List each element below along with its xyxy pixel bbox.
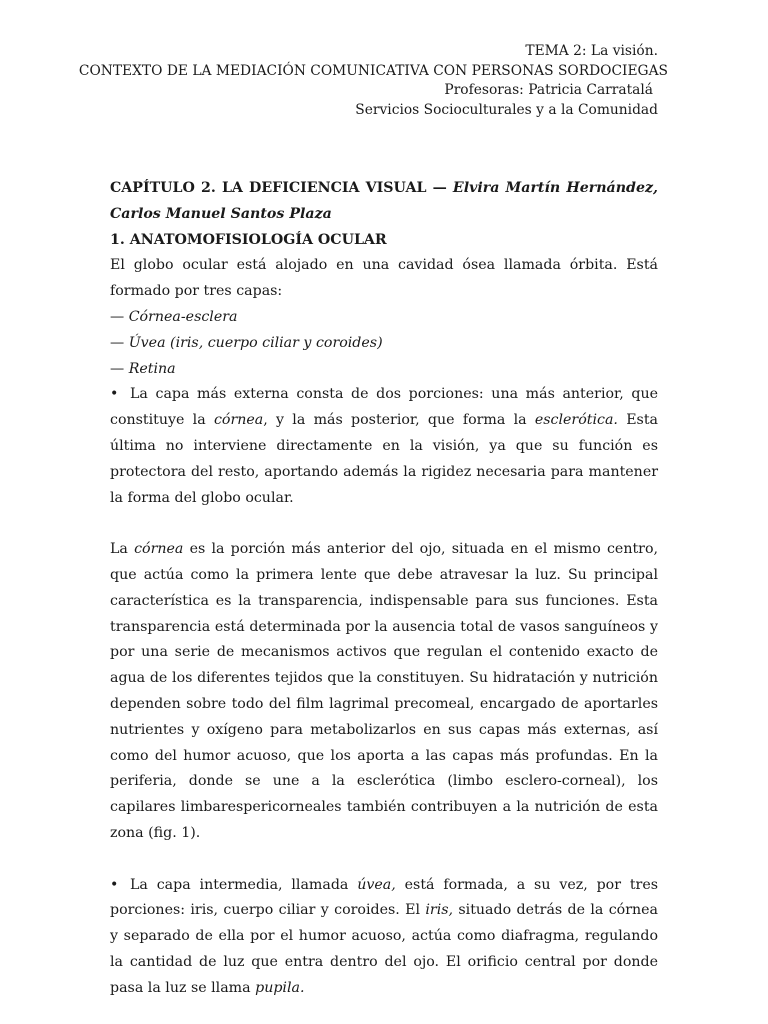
bullet-paragraph-outer-layer: •La capa más externa consta de dos porciones: una más anterior, que constituye la córnea, y la más posterior, que forma la esclerótica. Esta última no interviene directamente en la visión, ya que su función es protectora del resto, aportando además la rigidez necesaria para mantener la forma del globo ocular.: [110, 382, 658, 511]
chapter-dash: —: [426, 180, 453, 196]
layer-dash: —: [110, 360, 129, 377]
cornea-paragraph: La córnea es la porción más anterior del ojo, situada en el mismo centro, que actúa como la primera lente que debe atravesar la luz. Su principal característica es la transparencia, indispensable para sus funciones. Esta transparencia está determinada por la ausencia total de vasos sanguíneos y por una serie de mecanismos activos que regulan el contenido exacto de agua de los diferentes tejidos que la constituyen. Su hidratación y nutrición dependen sobre todo del film lagrimal precomeal, encargado de aportarles nutrientes y oxígeno para metabolizarlos en sus capas más externas, así como del humor acuoso, que los aporta a las capas más profundas. En la periferia, donde se une a la esclerótica (limbo esclero-corneal), los capilares limbarespericorneales también contribuyen a la nutrición de esta zona (fig. 1).: [110, 541, 658, 841]
bullet-icon: [110, 382, 130, 408]
layer-label: Úvea (iris, cuerpo ciliar y coroides): [128, 334, 383, 351]
paragraph-spacer: [110, 847, 658, 873]
layer-item: [110, 357, 658, 383]
layer-dash: —: [110, 308, 129, 325]
header-department: Servicios Socioculturales y a la Comunidad: [355, 101, 658, 118]
layer-dash: —: [110, 334, 129, 351]
layer-label: Retina: [128, 360, 176, 377]
header-context: CONTEXTO DE LA MEDIACIÓN COMUNICATIVA CON PERSONAS SORDOCIEGAS: [78, 62, 668, 79]
layer-item: [110, 331, 658, 357]
document-body: [110, 176, 658, 1002]
header-topic: TEMA 2: La visión.: [525, 43, 658, 59]
section-heading: 1. ANATOMOFISIOLOGÍA OCULAR: [110, 231, 387, 248]
intro-paragraph: El globo ocular está alojado en una cavidad ósea llamada órbita. Está formado por tres capas:: [110, 257, 658, 300]
chapter-title: CAPÍTULO 2. LA DEFICIENCIA VISUAL: [110, 180, 427, 196]
layer-item: [110, 305, 658, 331]
chapter-heading: [110, 176, 658, 228]
paragraph-spacer: [110, 511, 658, 537]
layer-label: Córnea-esclera: [128, 308, 238, 325]
header-teachers: Profesoras: Patricia Carratalá: [444, 82, 653, 98]
page-header: [78, 42, 668, 120]
bullet-paragraph-uvea: •La capa intermedia, llamada úvea, está formada, a su vez, por tres porciones: iris, cuerpo ciliar y coroides. El iris, situado detrás de la córnea y separado de ella por el humor acuoso, actúa como diafragma, regulando la cantidad de luz que entra dentro del ojo. El orificio central por donde pasa la luz se llama pupila.: [110, 873, 658, 1002]
chapter-authors: Elvira Martín Hernández, Carlos Manuel Santos Plaza: [110, 180, 658, 222]
bullet-icon: [110, 873, 130, 899]
